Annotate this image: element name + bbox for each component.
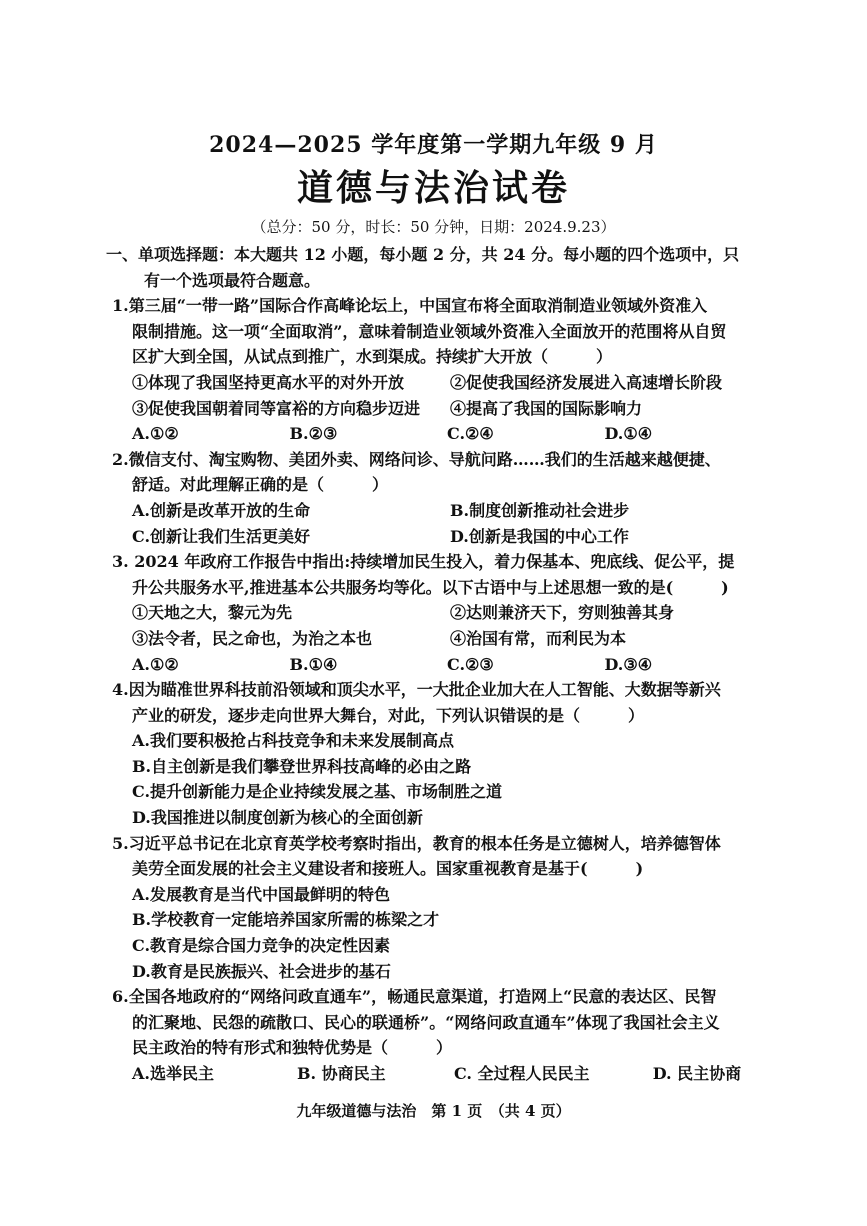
q3-option-c: C.②③ bbox=[447, 654, 494, 674]
q1-statements-row1 bbox=[112, 370, 762, 396]
q6-option-b: B. 协商民主 bbox=[296, 1064, 386, 1083]
question-2 bbox=[112, 447, 762, 549]
q4-stem-line2: 产业的研发，逐步走向世界大舞台，对此，下列认识错误的是（ ） bbox=[132, 705, 645, 725]
q1-stem-line1: 1.第三届“一带一路”国际合作高峰论坛上，中国宣布将全面取消制造业领域外资准入 bbox=[112, 296, 708, 316]
q6-option-a: A.选举民主 bbox=[132, 1064, 214, 1083]
q3-stem-line2: 升公共服务水平,推进基本公共服务均等化。以下古语中与上述思想一致的是( ) bbox=[132, 577, 729, 597]
q3-option-a: A.①② bbox=[132, 654, 179, 674]
page-footer: 九年级道德与法治 第 1 页 （共 4 页） bbox=[296, 1102, 571, 1120]
q3-option-b: B.①④ bbox=[289, 654, 338, 674]
q6-options bbox=[112, 1061, 762, 1087]
exam-title-line2: 道德与法治试卷 bbox=[296, 167, 570, 209]
section-heading-line2: 有一个选项最符合题意。 bbox=[144, 270, 321, 290]
q6-option-c: C. 全过程人民民主 bbox=[453, 1064, 590, 1083]
q1-option-b: B.②③ bbox=[289, 424, 338, 444]
q2-options-row2 bbox=[112, 524, 762, 550]
q1-statement-4: ④提高了我国的国际影响力 bbox=[450, 398, 643, 418]
exam-meta: （总分：50 分，时长：50 分钟，日期：2024.9.23） bbox=[251, 218, 616, 236]
q6-stem-line1: 6.全国各地政府的“网络问政直通车”，畅通民意渠道，打造网上“民意的表达区、民智 bbox=[112, 987, 717, 1007]
q4-stem-line1: 4.因为瞄准世界科技前沿领域和顶尖水平，一大批企业加大在人工智能、大数据等新兴 bbox=[112, 680, 721, 700]
q4-options bbox=[112, 728, 762, 830]
q2-option-b: B.制度创新推动社会进步 bbox=[450, 500, 630, 520]
q1-option-c: C.②④ bbox=[447, 424, 494, 444]
q1-options bbox=[112, 421, 762, 447]
q1-option-a: A.①② bbox=[132, 424, 179, 444]
q5-option-b: B.学校教育一定能培养国家所需的栋梁之才 bbox=[132, 910, 440, 930]
q5-option-d: D.教育是民族振兴、社会进步的基石 bbox=[132, 961, 391, 981]
q5-options bbox=[112, 882, 762, 984]
q4-option-a: A.我们要积极抢占科技竞争和未来发展制高点 bbox=[132, 731, 454, 751]
exam-content bbox=[106, 242, 762, 1087]
q5-option-a: A.发展教育是当代中国最鲜明的特色 bbox=[132, 884, 390, 904]
q1-statements-row2 bbox=[112, 396, 762, 422]
q3-statement-4: ④治国有常，而利民为本 bbox=[450, 628, 627, 648]
q3-statements-row2 bbox=[112, 626, 762, 652]
question-6 bbox=[112, 984, 762, 1086]
q1-option-d: D.①④ bbox=[604, 424, 653, 444]
q1-stem-line2: 限制措施。这一项“全面取消”，意味着制造业领域外资准入全面放开的范围将从自贸 bbox=[132, 321, 727, 341]
question-4 bbox=[112, 677, 762, 831]
q6-stem-line2: 的汇聚地、民怨的疏散口、民心的联通桥”。“网络问政直通车”体现了我国社会主义 bbox=[132, 1012, 720, 1032]
q3-option-d: D.③④ bbox=[604, 654, 653, 674]
q5-stem-line1: 5.习近平总书记在北京育英学校考察时指出，教育的根本任务是立德树人，培养德智体 bbox=[112, 833, 721, 853]
question-1 bbox=[112, 293, 762, 447]
q5-stem-line2: 美劳全面发展的社会主义建设者和接班人。国家重视教育是基于( ) bbox=[132, 859, 644, 879]
q1-stem-line3: 区扩大到全国，从试点到推广，水到渠成。持续扩大开放（ ） bbox=[132, 347, 613, 367]
q2-stem-line1: 2.微信支付、淘宝购物、美团外卖、网络问诊、导航问路……我们的生活越来越便捷、 bbox=[112, 449, 721, 469]
q2-stem-line2: 舒适。对此理解正确的是（ ） bbox=[132, 475, 389, 495]
q2-option-a: A.创新是改革开放的生命 bbox=[132, 500, 310, 520]
q3-statement-1: ①天地之大，黎元为先 bbox=[132, 603, 293, 623]
question-5 bbox=[112, 831, 762, 985]
q4-option-c: C.提升创新能力是企业持续发展之基、市场制胜之道 bbox=[132, 782, 503, 802]
q6-option-d: D. 民主协商 bbox=[652, 1064, 742, 1083]
q3-statement-2: ②达则兼济天下，穷则独善其身 bbox=[450, 603, 675, 623]
q3-statements-row1 bbox=[112, 600, 762, 626]
q1-statement-1: ①体现了我国坚持更高水平的对外开放 bbox=[132, 372, 405, 392]
q3-stem-line1: 3. 2024 年政府工作报告中指出:持续增加民生投入，着力保基本、兜底线、促公平，提 bbox=[112, 552, 735, 572]
section-heading-line1: 一、单项选择题：本大题共 12 小题，每小题 2 分，共 24 分。每小题的四个选项中，只 bbox=[106, 245, 740, 264]
q4-option-d: D.我国推进以制度创新为核心的全面创新 bbox=[132, 808, 423, 828]
q5-option-c: C.教育是综合国力竞争的决定性因素 bbox=[132, 936, 391, 956]
q6-stem-line3: 民主政治的特有形式和独特优势是（ ） bbox=[132, 1038, 453, 1058]
exam-title-line1: 2024—2025 学年度第一学期九年级 9 月 bbox=[209, 132, 658, 158]
q2-option-c: C.创新让我们生活更美好 bbox=[132, 526, 311, 546]
q1-statement-2: ②促使我国经济发展进入高速增长阶段 bbox=[450, 372, 723, 392]
q2-options-row1 bbox=[112, 498, 762, 524]
q3-options bbox=[112, 652, 762, 678]
q4-option-b: B.自主创新是我们攀登世界科技高峰的必由之路 bbox=[132, 756, 472, 776]
q3-statement-3: ③法令者，民之命也，为治之本也 bbox=[132, 628, 373, 648]
question-3 bbox=[112, 549, 762, 677]
q2-option-d: D.创新是我国的中心工作 bbox=[450, 526, 629, 546]
q1-statement-3: ③促使我国朝着同等富裕的方向稳步迈进 bbox=[132, 398, 421, 418]
section-heading bbox=[106, 242, 762, 293]
